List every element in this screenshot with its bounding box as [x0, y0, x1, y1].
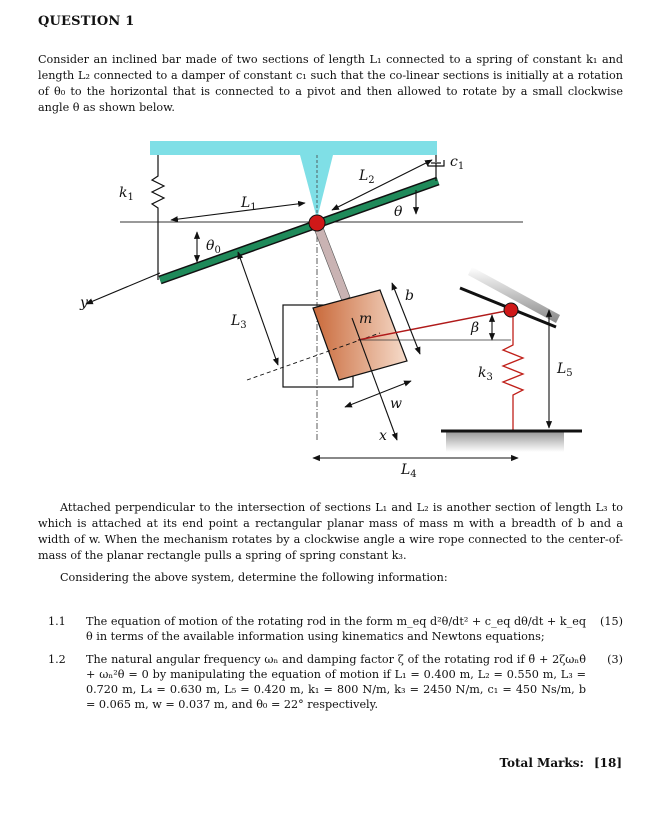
question-marks: (3) [607, 653, 623, 666]
ceiling-hanger [300, 155, 333, 215]
intro-paragraph: Consider an inclined bar made of two sections of length L₁ connected to a spring of constant k₁ and length L₂ connected to a damper of constant c₁ such that the co-linear sections is initially at a rotation of θ₀ to the horizontal that is connected to a pivot and then allowed to rotate by a small clockwise angle θ as shown below. [38, 53, 623, 114]
label-c1: $c_1$ [450, 154, 465, 172]
question-number: 1.1 [48, 615, 66, 628]
main-pivot [309, 215, 325, 231]
label-L3: $L_3$ [231, 313, 247, 331]
spring-k1 [152, 155, 164, 280]
considering-paragraph: Considering the above system, determine the following information: [60, 571, 448, 584]
total-marks [499, 756, 622, 770]
planar-mass [313, 290, 407, 380]
L3-dimension [238, 252, 278, 365]
label-L4: $L_4$ [401, 462, 417, 480]
label-L5: $L_5$ [557, 361, 573, 379]
wall-pivot [504, 303, 518, 317]
label-k3: $k_3$ [478, 365, 493, 383]
label-y: y [80, 295, 88, 311]
question-marks: (15) [600, 615, 623, 628]
label-w: w [390, 396, 402, 412]
label-beta: β [471, 320, 480, 336]
question-heading: QUESTION 1 [38, 14, 135, 29]
label-theta: θ [394, 204, 403, 220]
label-m: m [359, 311, 373, 327]
spring-k3 [503, 313, 523, 430]
label-b: b [405, 288, 414, 304]
ground [441, 431, 582, 452]
question-text: The natural angular frequency ωₙ and damping factor ζ of the rotating rod if θ̈ + 2ζωₙθ̇ + ωₙ²θ = 0 by manipulating the equation of motion if L₁ = 0.400 m, L₂ = 0.550 m, L₃ = 0.720 m, L₄ = 0.630 m, L₅ = 0.420 m, k₁ = 800 N/m, k₃ = 2450 N/m, c₁ = 450 Ns/m, b = 0.065 m, w = 0.037 m, and θ₀ = 22° respectively. [86, 653, 586, 711]
label-x: x [379, 428, 387, 444]
inclined-bar [160, 181, 438, 280]
y-axis-arrow [86, 273, 160, 304]
arm-L3 [313, 222, 350, 301]
damper-c1 [428, 155, 444, 181]
description-paragraph: Attached perpendicular to the intersection of sections L₁ and L₂ is another section of length L₃ to which is attached at its end point a rectangular planar mass of mass m with a breadth of b and a width of w. When the mechanism rotates by a clockwise angle a wire rope connected to the center-of-mass of the planar rectangle pulls a spring of spring constant k₃. [38, 501, 623, 562]
inclined-wall [460, 267, 560, 327]
label-L1: $L_1$ [241, 195, 257, 213]
label-L2: $L_2$ [359, 168, 375, 186]
label-k1: $k_1$ [119, 185, 134, 203]
question-number: 1.2 [48, 653, 66, 666]
ceiling-bar [150, 141, 437, 155]
label-theta0: $\theta_0$ [206, 238, 221, 256]
total-marks-value: [18] [593, 756, 622, 770]
question-text: The equation of motion of the rotating rod in the form m_eq d²θ/dt² + c_eq dθ/dt + k_eq θ in terms of the available information using kinematics and Newtons equations; [86, 615, 586, 643]
L1-dimension [171, 203, 305, 220]
total-marks-label: Total Marks: [499, 756, 584, 770]
